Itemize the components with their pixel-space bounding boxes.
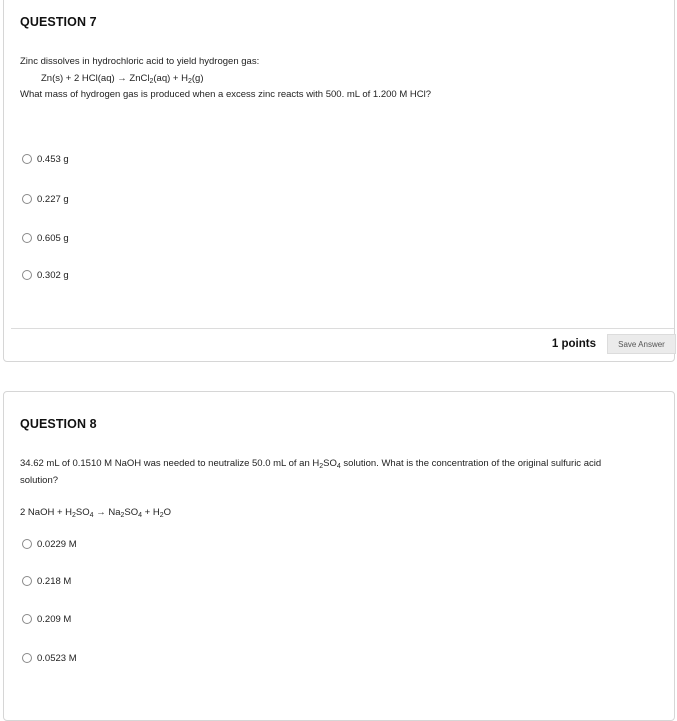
q8-option-label: 0.209 M — [37, 613, 72, 625]
q7-option-label: 0.302 g — [37, 269, 69, 281]
q8-option-label: 0.218 M — [37, 575, 72, 587]
q8-option-2[interactable] — [22, 574, 71, 588]
q7-option-2[interactable] — [22, 192, 69, 206]
q7-option-1[interactable] — [22, 152, 69, 166]
save-answer-button[interactable]: Save Answer — [607, 334, 676, 354]
q8-option-label: 0.0229 M — [37, 538, 77, 550]
radio-button-icon[interactable] — [22, 270, 32, 280]
q7-option-label: 0.453 g — [37, 153, 69, 165]
q8-option-label: 0.0523 M — [37, 652, 77, 664]
question-8-equation: 2 NaOH + $H_2SO_4 \to Na_2SO_4 + H_2O$ — [20, 507, 172, 519]
q7-option-3[interactable] — [22, 231, 69, 245]
points-label: 1 points — [551, 338, 596, 350]
radio-button-icon[interactable] — [22, 154, 32, 164]
q8-option-3[interactable] — [22, 612, 71, 626]
divider — [11, 328, 674, 329]
question-8-card — [3, 391, 675, 721]
question-7-title: QUESTION 7 — [20, 15, 97, 29]
question-8-text-line-2: solution? — [20, 475, 59, 486]
question-8-text-line-1: 34.62 mL of 0.1510 M NaOH was needed to neutralize 50.0 mL of an $H_2SO_4$ solution. What is the concentration of the original sulfuric acid — [20, 458, 602, 470]
question-7-intro: Zinc dissolves in hydrochloric acid to yield hydrogen gas: — [20, 56, 260, 67]
question-7-equation: Zn(s) + 2 HCl(aq) → ZnCl$_2$(aq) + $H_2(g)$ — [41, 73, 204, 85]
q8-option-1[interactable] — [22, 537, 77, 551]
radio-button-icon[interactable] — [22, 614, 32, 624]
radio-button-icon[interactable] — [22, 194, 32, 204]
q7-option-4[interactable] — [22, 268, 69, 282]
radio-button-icon[interactable] — [22, 233, 32, 243]
q7-option-label: 0.227 g — [37, 193, 69, 205]
question-8-title: QUESTION 8 — [20, 417, 97, 431]
radio-button-icon[interactable] — [22, 653, 32, 663]
radio-button-icon[interactable] — [22, 539, 32, 549]
radio-button-icon[interactable] — [22, 576, 32, 586]
q7-option-label: 0.605 g — [37, 232, 69, 244]
q8-option-4[interactable] — [22, 651, 77, 665]
question-7-text: What mass of hydrogen gas is produced when a excess zinc reacts with 500. mL of 1.200 M HCl? — [20, 89, 431, 100]
question-7-card — [3, 0, 675, 362]
